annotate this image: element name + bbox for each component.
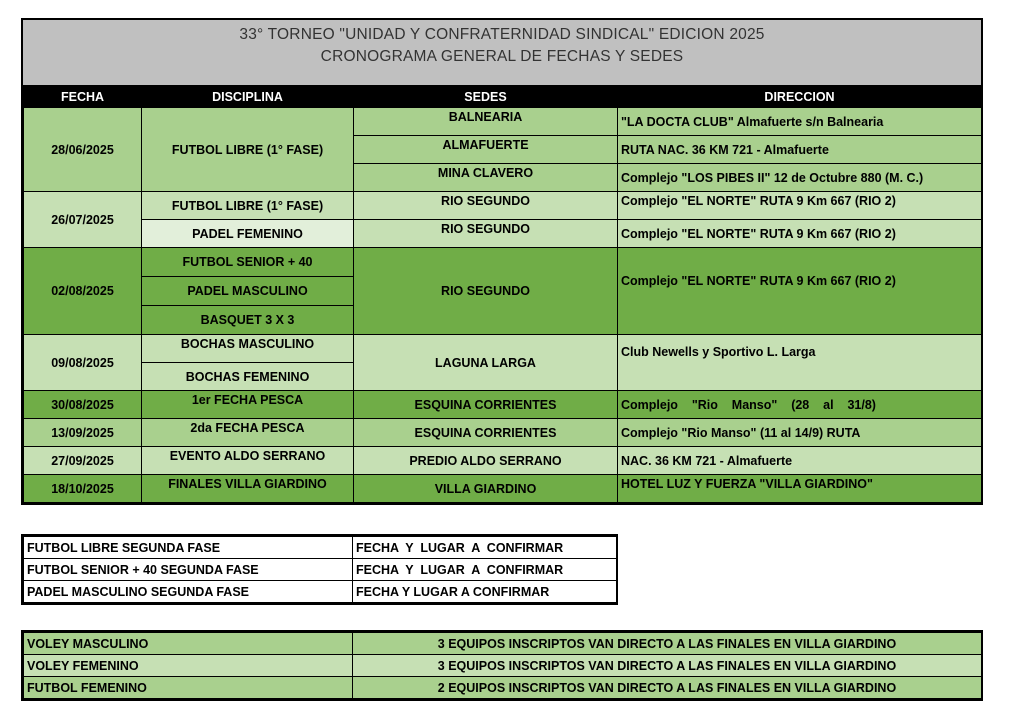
table-header-row (24, 87, 982, 108)
venue-cell: ESQUINA CORRIENTES (354, 391, 618, 419)
table-row (24, 220, 982, 248)
discipline-cell: FUTBOL SENIOR + 40 (142, 248, 354, 277)
venue-cell: RIO SEGUNDO (354, 220, 618, 248)
venue-cell: ESQUINA CORRIENTES (354, 419, 618, 447)
table-row (24, 655, 982, 677)
discipline-cell: FUTBOL LIBRE (1° FASE) (142, 192, 354, 220)
finals-note: 3 EQUIPOS INSCRIPTOS VAN DIRECTO A LAS FINALES EN VILLA GIARDINO (353, 633, 982, 655)
venue-cell: PREDIO ALDO SERRANO (354, 447, 618, 475)
table-row (24, 419, 982, 447)
pending-discipline: FUTBOL LIBRE SEGUNDA FASE (24, 537, 353, 559)
table-row (24, 192, 982, 220)
date-cell: 18/10/2025 (24, 475, 142, 503)
discipline-cell: EVENTO ALDO SERRANO (142, 447, 354, 475)
date-cell: 02/08/2025 (24, 248, 142, 335)
table-row (24, 633, 982, 655)
discipline-cell: PADEL FEMENINO (142, 220, 354, 248)
pending-status: FECHA Y LUGAR A CONFIRMAR (353, 559, 617, 581)
direct-finals-table-container (21, 630, 983, 701)
date-cell: 30/08/2025 (24, 391, 142, 419)
direct-finals-table (23, 632, 982, 699)
table-row (24, 335, 982, 363)
address-cell: NAC. 36 KM 721 - Almafuerte (618, 447, 982, 475)
date-cell: 26/07/2025 (24, 192, 142, 248)
table-row (24, 537, 617, 559)
finals-discipline: VOLEY FEMENINO (24, 655, 353, 677)
address-cell: "LA DOCTA CLUB" Almafuerte s/n Balnearia (618, 108, 982, 136)
table-row (24, 447, 982, 475)
venue-cell: ALMAFUERTE (354, 136, 618, 164)
finals-note: 2 EQUIPOS INSCRIPTOS VAN DIRECTO A LAS FINALES EN VILLA GIARDINO (353, 677, 982, 699)
finals-discipline: VOLEY MASCULINO (24, 633, 353, 655)
discipline-cell: FUTBOL LIBRE (1° FASE) (142, 108, 354, 192)
column-header-direccion: DIRECCION (618, 87, 982, 108)
discipline-cell: PADEL MASCULINO (142, 277, 354, 306)
discipline-cell: 2da FECHA PESCA (142, 419, 354, 447)
pending-discipline: PADEL MASCULINO SEGUNDA FASE (24, 581, 353, 603)
date-cell: 28/06/2025 (24, 108, 142, 192)
date-cell: 09/08/2025 (24, 335, 142, 391)
table-row (24, 248, 982, 277)
address-cell: Complejo "EL NORTE" RUTA 9 Km 667 (RIO 2) (618, 248, 982, 335)
venue-cell: BALNEARIA (354, 108, 618, 136)
address-cell: HOTEL LUZ Y FUERZA "VILLA GIARDINO" (618, 475, 982, 503)
table-row (24, 559, 617, 581)
title-line-1: 33° TORNEO "UNIDAD Y CONFRATERNIDAD SINDICAL" EDICION 2025 (239, 26, 765, 43)
address-cell: Complejo "LOS PIBES II" 12 de Octubre 880 (M. C.) (618, 164, 982, 192)
finals-note: 3 EQUIPOS INSCRIPTOS VAN DIRECTO A LAS FINALES EN VILLA GIARDINO (353, 655, 982, 677)
venue-cell: VILLA GIARDINO (354, 475, 618, 503)
venue-cell: LAGUNA LARGA (354, 335, 618, 391)
address-cell: Complejo "Rio Manso" (28 al 31/8) (618, 391, 982, 419)
column-header-sedes: SEDES (354, 87, 618, 108)
venue-cell: RIO SEGUNDO (354, 192, 618, 220)
address-cell: RUTA NAC. 36 KM 721 - Almafuerte (618, 136, 982, 164)
venue-cell: MINA CLAVERO (354, 164, 618, 192)
pending-status: FECHA Y LUGAR A CONFIRMAR (353, 581, 617, 603)
address-cell: Complejo "Rio Manso" (11 al 14/9) RUTA (618, 419, 982, 447)
pending-status: FECHA Y LUGAR A CONFIRMAR (353, 537, 617, 559)
schedule-table (23, 86, 982, 503)
address-cell: Complejo "EL NORTE" RUTA 9 Km 667 (RIO 2) (618, 192, 982, 220)
discipline-cell: BASQUET 3 X 3 (142, 306, 354, 335)
date-cell: 13/09/2025 (24, 419, 142, 447)
pending-confirmation-table-container (21, 534, 618, 605)
title-line-2: CRONOGRAMA GENERAL DE FECHAS Y SEDES (320, 48, 684, 65)
column-header-fecha: FECHA (24, 87, 142, 108)
table-row (24, 677, 982, 699)
discipline-cell: BOCHAS FEMENINO (142, 363, 354, 391)
schedule-title (23, 20, 981, 86)
venue-cell: RIO SEGUNDO (354, 248, 618, 335)
pending-discipline: FUTBOL SENIOR + 40 SEGUNDA FASE (24, 559, 353, 581)
pending-confirmation-table (23, 536, 617, 603)
discipline-cell: 1er FECHA PESCA (142, 391, 354, 419)
table-row (24, 475, 982, 503)
table-row (24, 108, 982, 136)
column-header-disciplina: DISCIPLINA (142, 87, 354, 108)
discipline-cell: FINALES VILLA GIARDINO (142, 475, 354, 503)
finals-discipline: FUTBOL FEMENINO (24, 677, 353, 699)
schedule-table-container (21, 18, 983, 505)
date-cell: 27/09/2025 (24, 447, 142, 475)
address-cell: Complejo "EL NORTE" RUTA 9 Km 667 (RIO 2) (618, 220, 982, 248)
discipline-cell: BOCHAS MASCULINO (142, 335, 354, 363)
table-row (24, 581, 617, 603)
address-cell: Club Newells y Sportivo L. Larga (618, 335, 982, 391)
table-row (24, 391, 982, 419)
